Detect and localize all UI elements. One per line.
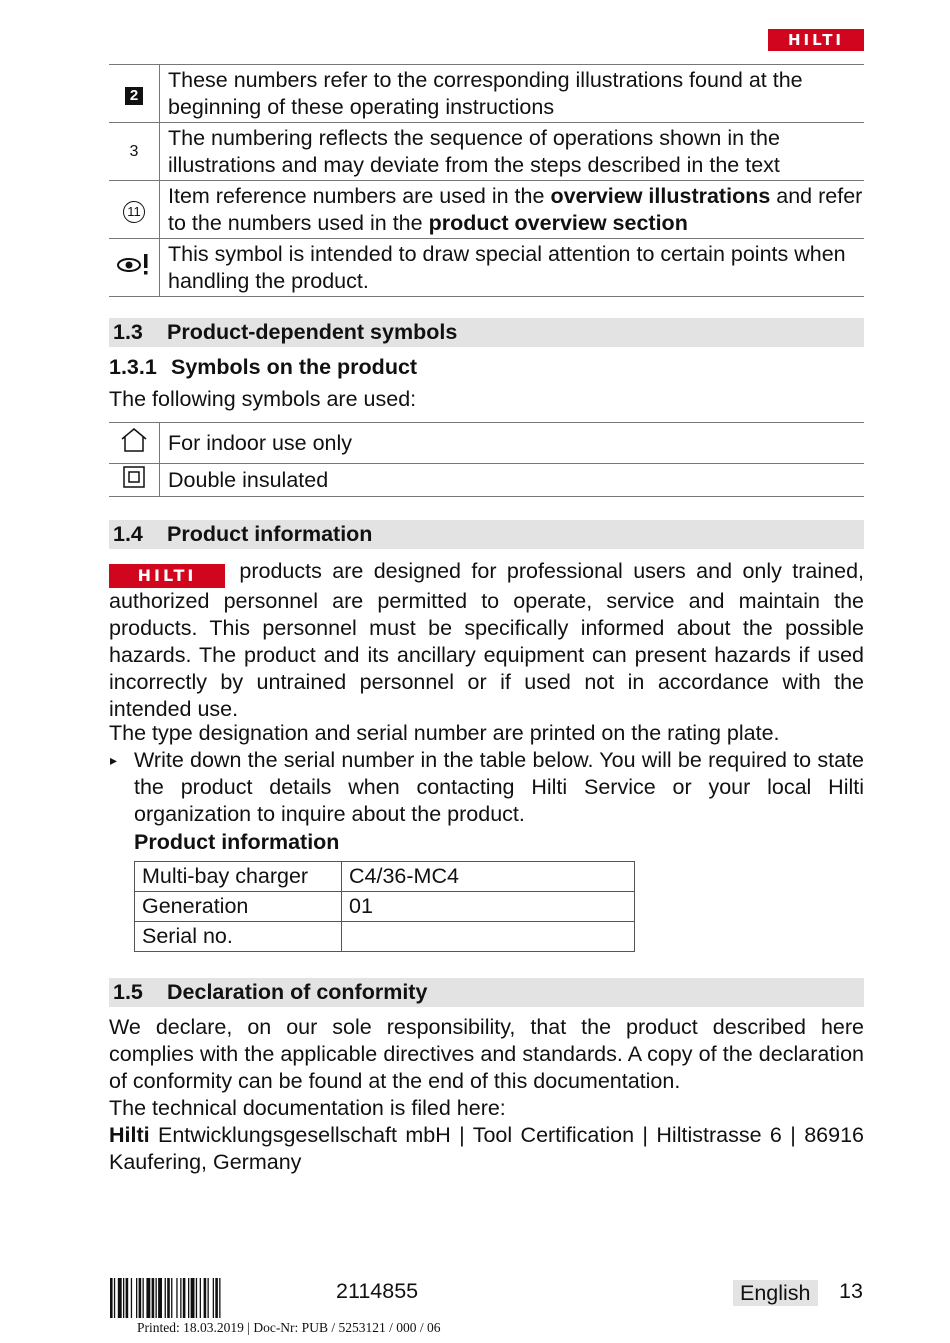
table-row: [109, 423, 864, 464]
symbol-description: This symbol is intended to draw special attention to certain points when handling the product.: [160, 239, 865, 297]
product-info-table-title: Product information: [134, 830, 340, 854]
table-row: [135, 922, 635, 952]
language-label: English: [733, 1280, 818, 1306]
product-info-paragraph: HILTI products are designed for professional users and only trained, authorized personnel are permitted to operate, service and maintain the products. This personnel must be specifically informed about the possible hazards. The product and its ancillary equipment can present hazards if used incorrectly by untrained personnel or if used not in accordance with the intended use.: [109, 559, 864, 721]
doc-number: 2114855: [336, 1279, 419, 1303]
symbol-label: Double insulated: [160, 464, 865, 497]
barcode: [110, 1278, 315, 1318]
symbols-intro: The following symbols are used:: [109, 387, 417, 411]
conformity-paragraph: We declare, on our sole responsibility, that the product described here complies with the applicable directives and standards. A copy of the declaration of conformity can be found at the end of this documentation.: [109, 1015, 864, 1093]
symbol-description: These numbers refer to the corresponding illustrations found at the beginning of these operating instructions: [160, 65, 865, 123]
symbols-table: [109, 64, 864, 297]
double-insulated-icon: [109, 464, 160, 497]
subsection-heading-1-3-1: 1.3.1 Symbols on the product: [109, 355, 418, 379]
table-cell-label: Generation: [135, 892, 342, 922]
table-row: [109, 464, 864, 497]
bullet-marker: ▸: [110, 752, 118, 768]
symbol-label: For indoor use only: [160, 423, 865, 464]
table-row: [135, 862, 635, 892]
table-row: [135, 892, 635, 922]
table-row: [109, 239, 864, 297]
serial-number-field[interactable]: [342, 922, 635, 952]
table-row: [109, 65, 864, 123]
table-cell-value: 01: [342, 892, 635, 922]
hilti-logo: HILTI: [768, 29, 864, 51]
hilti-logo: HILTI: [109, 564, 225, 588]
house-icon: [109, 423, 160, 464]
product-symbols-table: [109, 422, 864, 497]
table-row: [109, 123, 864, 181]
product-info-table: [134, 861, 635, 952]
plain-number-icon: 3: [109, 123, 160, 181]
tech-doc-note: The technical documentation is filed here:: [109, 1096, 506, 1120]
symbol-description: Item reference numbers are used in the overview illustrations and refer to the numbers used in the product overview section: [160, 181, 865, 239]
bullet-instruction: Write down the serial number in the table below. You will be required to state the product details when contacting Hilti Service or your local Hilti organization to inquire about the product.: [134, 748, 864, 826]
circled-number-icon: 11: [109, 181, 160, 239]
print-info: Printed: 18.03.2019 | Doc-Nr: PUB / 5253121 / 000 / 06: [137, 1320, 441, 1335]
eye-attention-icon: [109, 239, 160, 297]
symbol-description: The numbering reflects the sequence of operations shown in the illustrations and may deviate from the steps described in the text: [160, 123, 865, 181]
section-heading-1-4: 1.4 Product information: [109, 520, 864, 549]
page-number: 13: [839, 1279, 863, 1303]
table-row: [109, 181, 864, 239]
boxed-number-icon: 2: [109, 65, 160, 123]
section-heading-1-3: 1.3 Product-dependent symbols: [109, 318, 864, 347]
company-address: Hilti Entwicklungsgesellschaft mbH | Tool Certification | Hiltistrasse 6 | 86916 Kaufering, Germany: [109, 1123, 864, 1174]
table-cell-label: Serial no.: [135, 922, 342, 952]
section-heading-1-5: 1.5 Declaration of conformity: [109, 978, 864, 1007]
table-cell-label: Multi-bay charger: [135, 862, 342, 892]
rating-plate-note: The type designation and serial number are printed on the rating plate.: [109, 721, 780, 745]
table-cell-value: C4/36-MC4: [342, 862, 635, 892]
